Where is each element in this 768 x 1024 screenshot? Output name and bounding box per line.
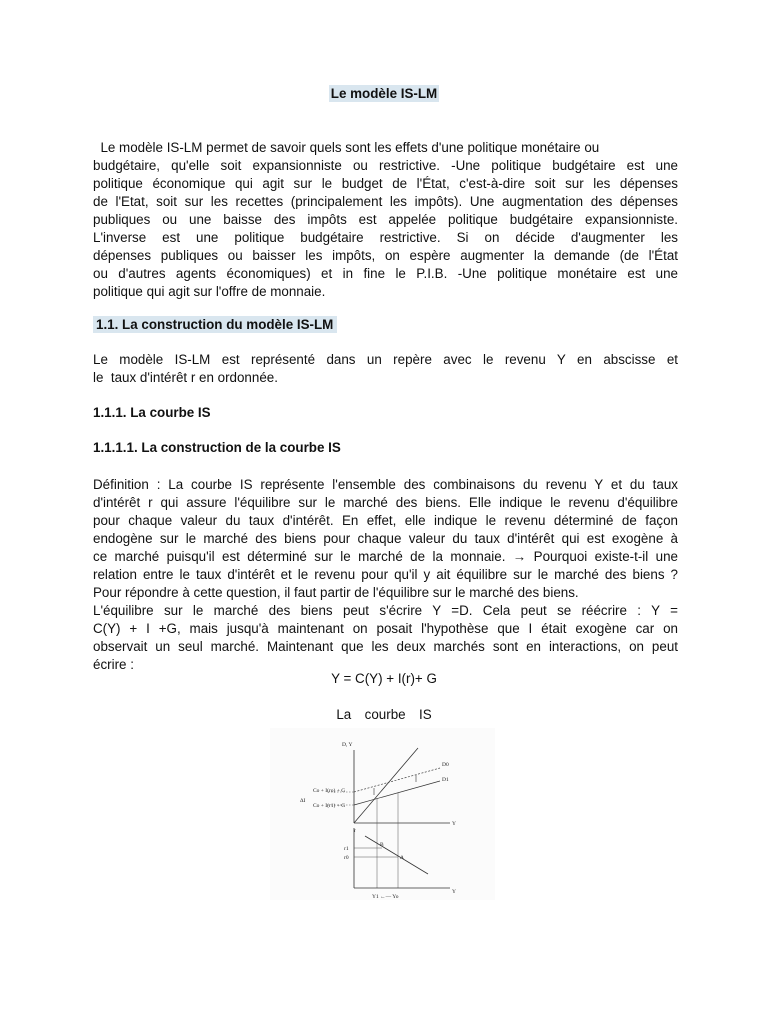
- label-r1: r1: [344, 846, 349, 852]
- is-equation: Y = C(Y) + I(r)+ G: [331, 671, 437, 686]
- section-heading-1-1-1: 1.1.1. La courbe IS: [93, 405, 211, 420]
- label-d1: D1: [442, 777, 449, 783]
- definition-paragraph: [93, 476, 678, 674]
- text-line: écrire :: [93, 657, 134, 672]
- label-y-shift: Y1 ←— Yo: [372, 894, 399, 900]
- text-line: L'inverse est une politique budgétaire restrictive. Si on décide d'augmenter les: [93, 230, 678, 245]
- text-line: Le modèle IS-LM est représenté dans un repère avec le revenu Y en abscisse et: [93, 352, 678, 367]
- text-line: Définition : La courbe IS représente l'ensemble des combinaisons du revenu Y et du taux: [93, 477, 678, 492]
- label-eq-upper: Co + I(ro) + G: [313, 788, 346, 794]
- text-line: politique économique qui agit sur le budget de l'État, c'est-à-dire soit sur les dépenses: [93, 176, 678, 191]
- text-line: endogène sur le marché des biens pour chaque valeur du taux d'intérêt qui est exogène à: [93, 531, 678, 546]
- label-r0: r0: [344, 855, 349, 861]
- text-line: publiques ou une baisse des impôts est appelée politique budgétaire expansionniste.: [93, 212, 678, 227]
- label-point-a: A: [400, 855, 404, 861]
- label-y-lower: Y: [452, 889, 456, 895]
- document-title-text: Le modèle IS-LM: [330, 86, 438, 101]
- text-line: de l'Etat, soit sur les recettes (principalement les impôts). Une augmentation des dépenses: [93, 194, 678, 209]
- label-d0: D0: [442, 762, 449, 768]
- is-curve-figure: [270, 728, 495, 900]
- figure-caption: La courbe IS: [336, 707, 432, 722]
- document-title: [0, 86, 768, 101]
- text-line: ce marché puisqu'il est déterminé sur le marché de la monnaie. → Pourquoi existe-t-il une: [93, 549, 678, 564]
- text-line: d'intérêt r qui assure l'équilibre sur le marché des biens. Elle indique le revenu d'équilibre: [93, 495, 678, 510]
- text-line: politique qui agit sur l'offre de monnaie.: [93, 284, 326, 299]
- label-r: r: [354, 828, 356, 834]
- text-line: pour chaque valeur du taux d'intérêt. En effet, elle indique le revenu déterminé de façon: [93, 513, 678, 528]
- text-line: Pour répondre à cette question, il faut partir de l'équilibre sur le marché des biens.: [93, 585, 579, 600]
- text-line: budgétaire, qu'elle soit expansionniste ou restrictive. -Une politique budgétaire est une: [93, 158, 678, 173]
- text-line: L'équilibre sur le marché des biens peut s'écrire Y =D. Cela peut se réécrire : Y =: [93, 603, 678, 618]
- section-heading-1-1-1-1: 1.1.1.1. La construction de la courbe IS: [93, 440, 341, 455]
- section-heading-1-1: [93, 317, 337, 332]
- figure-background: [270, 728, 495, 900]
- label-delta-i: ΔI: [300, 798, 306, 804]
- label-y-upper: Y: [452, 821, 456, 827]
- text-line: relation entre le taux d'intérêt et le revenu pour qu'il y ait équilibre sur le marché des biens ?: [93, 567, 678, 582]
- label-eq-lower: Co + I(r1) + G: [313, 803, 346, 809]
- text-line: dépenses publiques ou baisser les impôts, on espère augmenter la demande (de l'État: [93, 248, 678, 263]
- text-line: ou d'autres agents économiques) et in fine le P.I.B. -Une politique monétaire est une: [93, 266, 678, 281]
- intro-paragraph: [93, 139, 678, 301]
- text-line: le taux d'intérêt r en ordonnée.: [93, 370, 278, 385]
- text-line: Le modèle IS-LM permet de savoir quels sont les effets d'une politique monétaire ou: [93, 140, 600, 155]
- text-line: observait un seul marché. Maintenant que les deux marchés sont en interactions, on peut: [93, 639, 678, 654]
- section-heading-1-1-text: 1.1. La construction du modèle IS-LM: [93, 316, 337, 333]
- axis-label-dy: D, Y: [342, 742, 353, 748]
- text-line: C(Y) + I +G, mais jusqu'à maintenant on posait l'hypothèse que I était exogène car on: [93, 621, 678, 636]
- section-1-1-paragraph: [93, 351, 678, 387]
- label-point-b: B: [380, 842, 384, 848]
